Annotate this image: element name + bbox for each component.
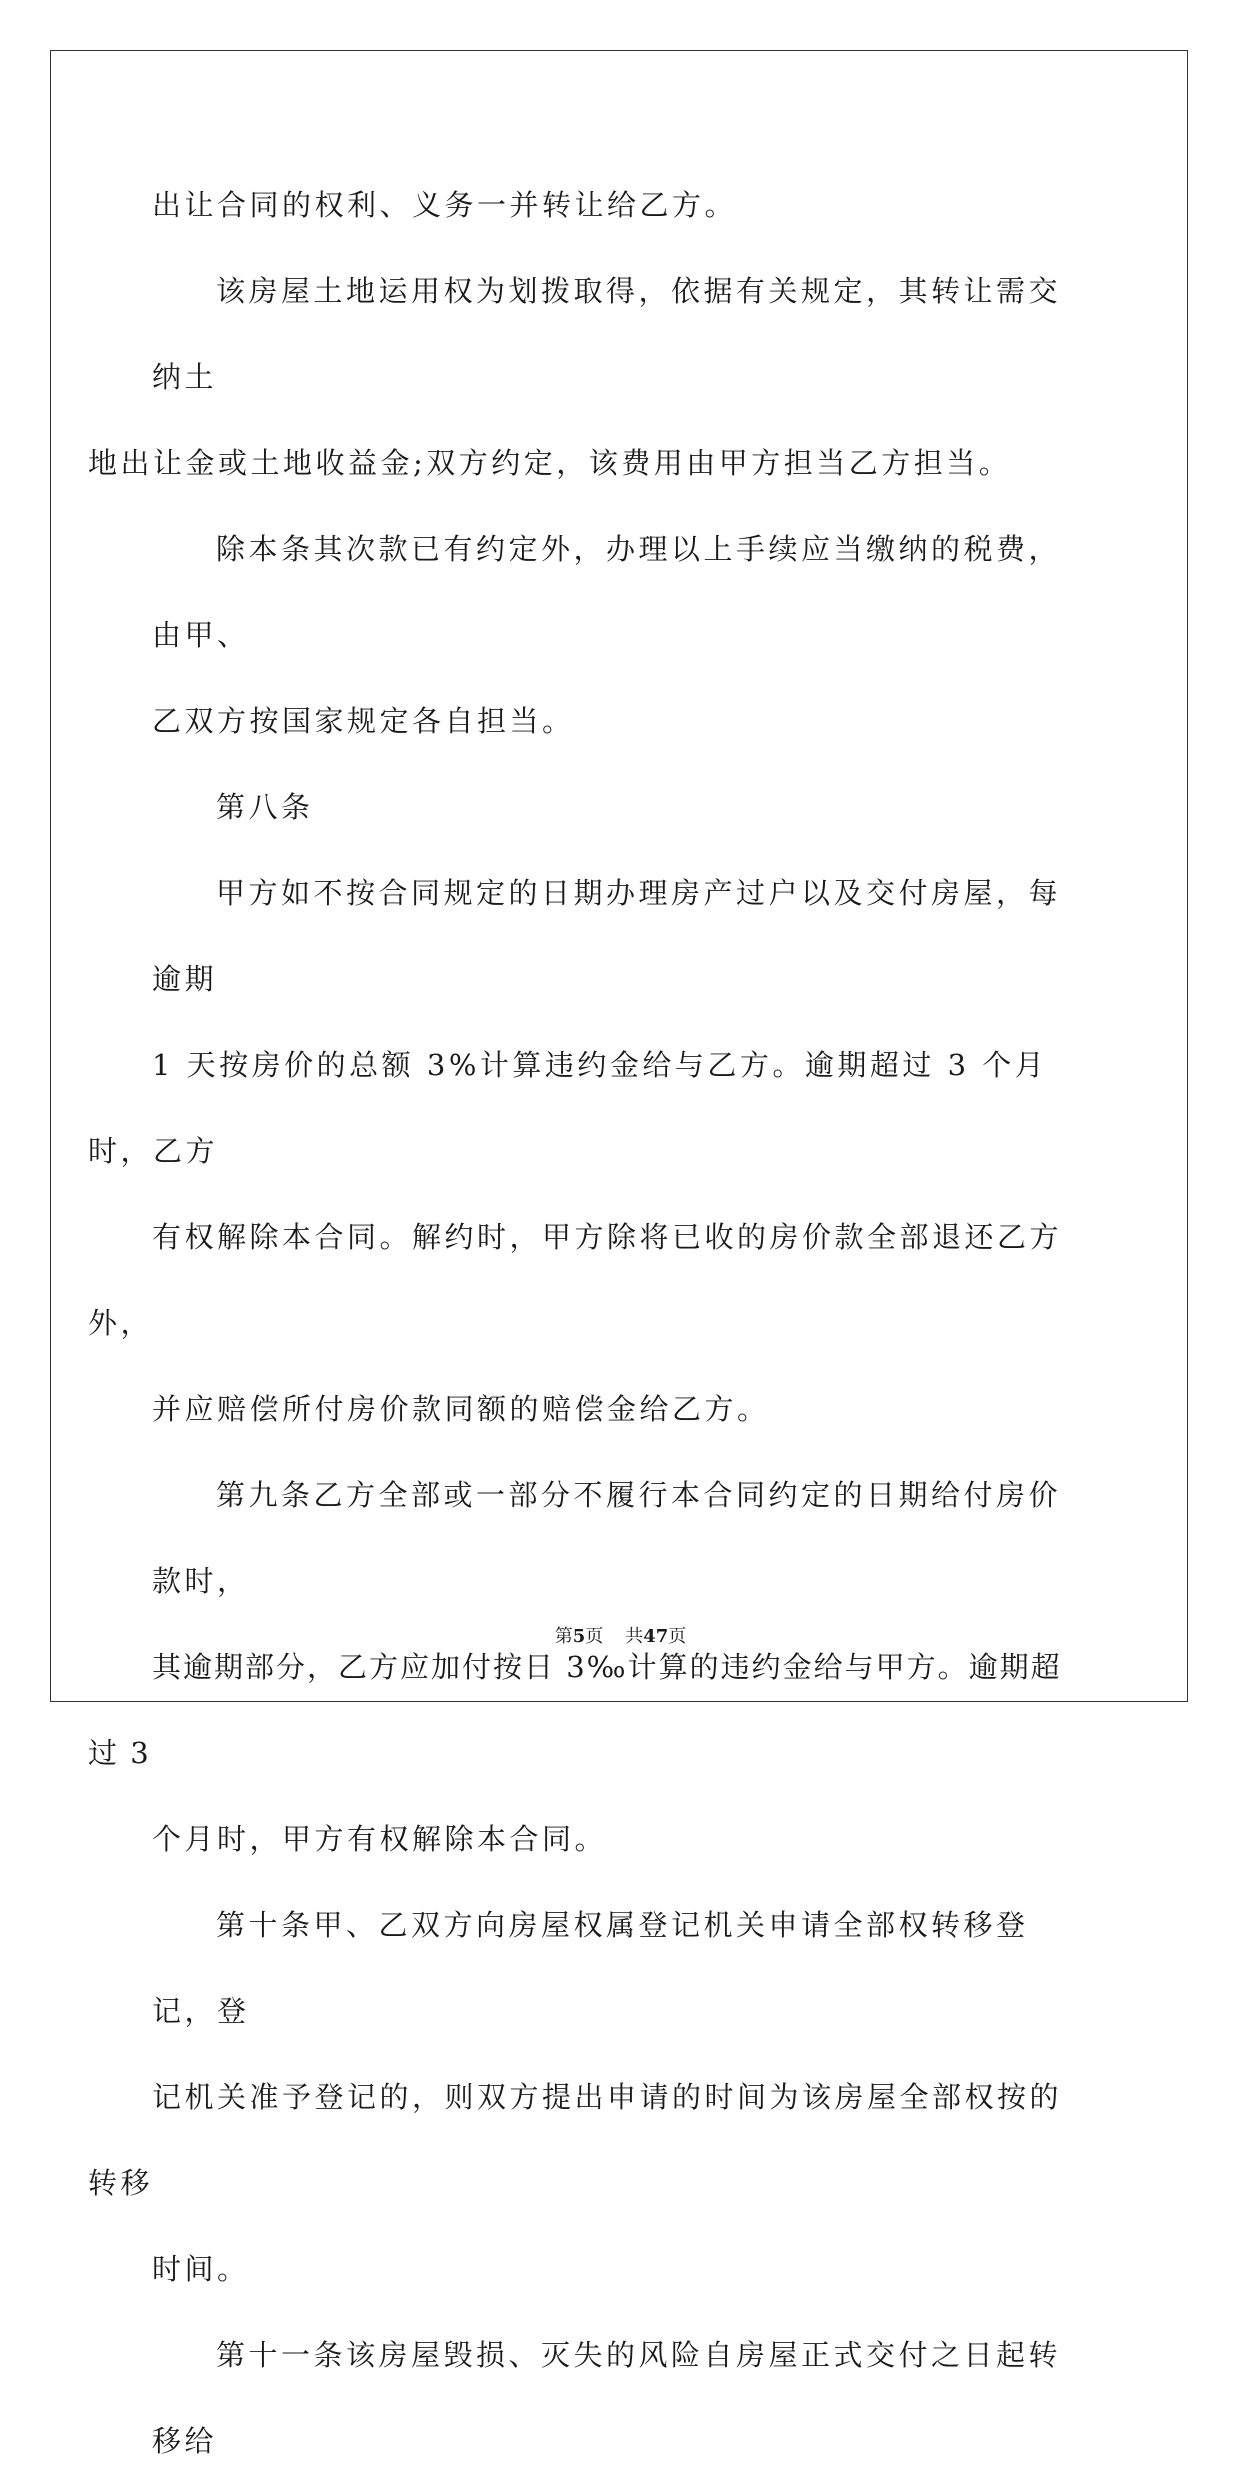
- paragraph-1: 出让合同的权利、义务一并转让给乙方。: [152, 188, 738, 222]
- paragraph-article-10: 第十条甲、乙双方向房屋权属登记机关申请全部权转移登记，登 记机关准予登记的，则双方提出申请的时间为该房屋全部权按的转移 时间。: [88, 1908, 1063, 2286]
- paragraph-3: 除本条其次款已有约定外，办理以上手续应当缴纳的税费，由甲、 乙双方按国家规定各自担当。: [152, 532, 1062, 738]
- footer-total-pages: 47: [643, 1626, 669, 1647]
- document-body: [88, 162, 1092, 2484]
- footer-total-suffix: 页: [668, 1626, 687, 1647]
- footer-prefix: 第: [554, 1626, 573, 1647]
- paragraph-2: 该房屋土地运用权为划拨取得，依据有关规定，其转让需交纳土 地出让金或土地收益金;双方约定，该费用由甲方担当乙方担当。: [88, 274, 1062, 480]
- footer-total-prefix: 共: [625, 1626, 644, 1647]
- page-footer: [0, 1622, 1241, 1648]
- footer-current-page: 5: [572, 1626, 586, 1647]
- paragraph-article-11: 第十一条该房屋毁损、灭失的风险自房屋正式交付之日起转移给: [152, 2338, 1062, 2458]
- paragraph-article-9: 第九条乙方全部或一部分不履行本合同约定的日期给付房价款时， 其逾期部分，乙方应加付按日 3‰计算的违约金给与甲方。逾期超过 3 个月时，甲方有权解除本合同。: [88, 1478, 1062, 1856]
- footer-page-suffix: 页: [585, 1626, 604, 1647]
- article-8-heading: 第八条: [216, 790, 314, 824]
- paragraph-article-8: 甲方如不按合同规定的日期办理房产过户以及交付房屋，每逾期 1 天按房价的总额 3%计算违约金给与乙方。逾期超过 3 个月时，乙方 有权解除本合同。解约时，甲方除将已收的房价款全部退还乙方外， 并应赔偿所付房价款同额的赔偿金给乙方。: [88, 876, 1063, 1426]
